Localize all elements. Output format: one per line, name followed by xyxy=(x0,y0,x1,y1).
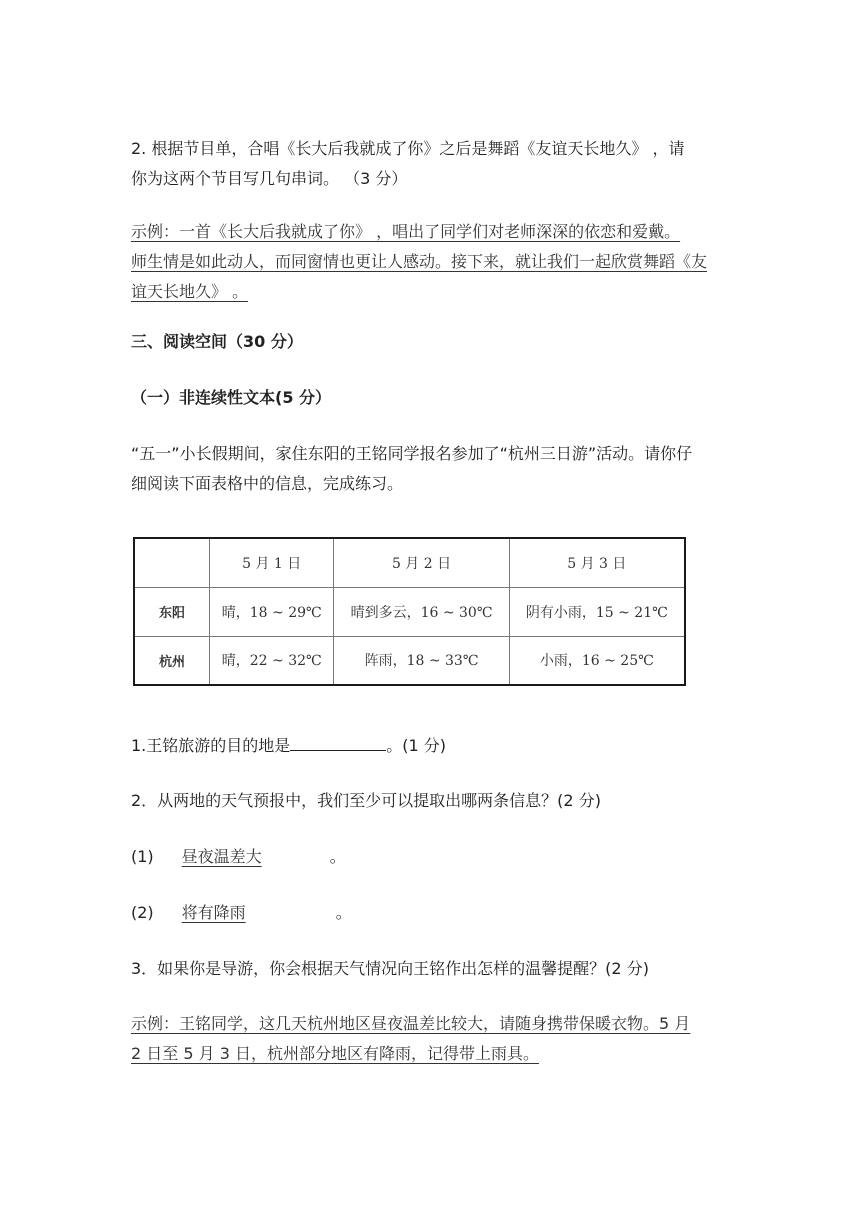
subsection-1-title: （一）非连续性文本(5 分） xyxy=(131,388,332,407)
weather-cell: 小雨，16 ~ 25℃ xyxy=(509,636,685,685)
answer-end: 。 xyxy=(335,903,352,922)
weather-cell: 阵雨，18 ~ 33℃ xyxy=(334,636,509,685)
passage-line2: 细阅读下面表格中的信息，完成练习。 xyxy=(131,474,404,493)
question-3: 3．如果你是导游，你会根据天气情况向王铭作出怎样的温馨提醒？(2 分) xyxy=(131,959,649,978)
q2-example-line3: 谊天长地久》 。 xyxy=(131,282,249,301)
header-may-1: 5 月 1 日 xyxy=(210,538,334,587)
q3-example-line2: 2 日至 5 月 3 日，杭州部分地区有降雨，记得带上雨具。 xyxy=(131,1044,539,1063)
table-corner-cell xyxy=(134,538,210,587)
q2-example-answer xyxy=(131,217,731,307)
q3-example-answer xyxy=(131,1009,731,1069)
q1-prefix: 1.王铭旅游的目的地是 xyxy=(131,736,291,755)
answer-label: (2) xyxy=(131,903,154,922)
table-row xyxy=(134,636,685,685)
answer-blank[interactable] xyxy=(290,730,386,751)
header-may-2: 5 月 2 日 xyxy=(334,538,509,587)
q2-example-line2: 师生情是如此动人，而同窗情也更让人感动。接下来，就让我们一起欣赏舞蹈《友 xyxy=(131,252,708,271)
table-header-row xyxy=(134,538,685,587)
city-cell: 杭州 xyxy=(134,636,210,685)
weather-cell: 阴有小雨，15 ~ 21℃ xyxy=(509,587,685,636)
q1-suffix: 。(1 分) xyxy=(386,736,447,755)
reading-passage xyxy=(131,439,731,499)
table-row xyxy=(134,587,685,636)
q2-example-line1: 示例：一首《长大后我就成了你》 ，唱出了同学们对老师深深的依恋和爱戴。 xyxy=(131,222,681,241)
question-1 xyxy=(131,730,731,761)
answer-end: 。 xyxy=(329,847,346,866)
question-2: 2．从两地的天气预报中，我们至少可以提取出哪两条信息？(2 分) xyxy=(131,791,601,810)
q2-intro xyxy=(131,134,731,194)
q3-example-line1: 示例：王铭同学，这几天杭州地区昼夜温差比较大，请随身携带保暖衣物。5 月 xyxy=(131,1014,691,1033)
answer-label: (1) xyxy=(131,847,154,866)
weather-cell: 晴，18 ~ 29℃ xyxy=(210,587,334,636)
weather-table xyxy=(133,537,686,686)
q2-answer-1 xyxy=(131,842,731,872)
section-3-title: 三、阅读空间（30 分） xyxy=(131,332,303,351)
q2-intro-line2: 你为这两个节目写几句串词。 （3 分） xyxy=(131,169,408,188)
answer-text: 昼夜温差大 xyxy=(181,847,262,866)
q2-intro-line1: 2. 根据节目单，合唱《长大后我就成了你》之后是舞蹈《友谊天长地久》 ，请 xyxy=(131,139,685,158)
passage-line1: “五一”小长假期间，家住东阳的王铭同学报名参加了“杭州三日游”活动。请你仔 xyxy=(131,444,693,463)
q2-answer-2 xyxy=(131,898,731,928)
answer-text: 将有降雨 xyxy=(181,903,246,922)
weather-cell: 晴，22 ~ 32℃ xyxy=(210,636,334,685)
weather-cell: 晴到多云，16 ~ 30℃ xyxy=(334,587,509,636)
header-may-3: 5 月 3 日 xyxy=(509,538,685,587)
city-cell: 东阳 xyxy=(134,587,210,636)
